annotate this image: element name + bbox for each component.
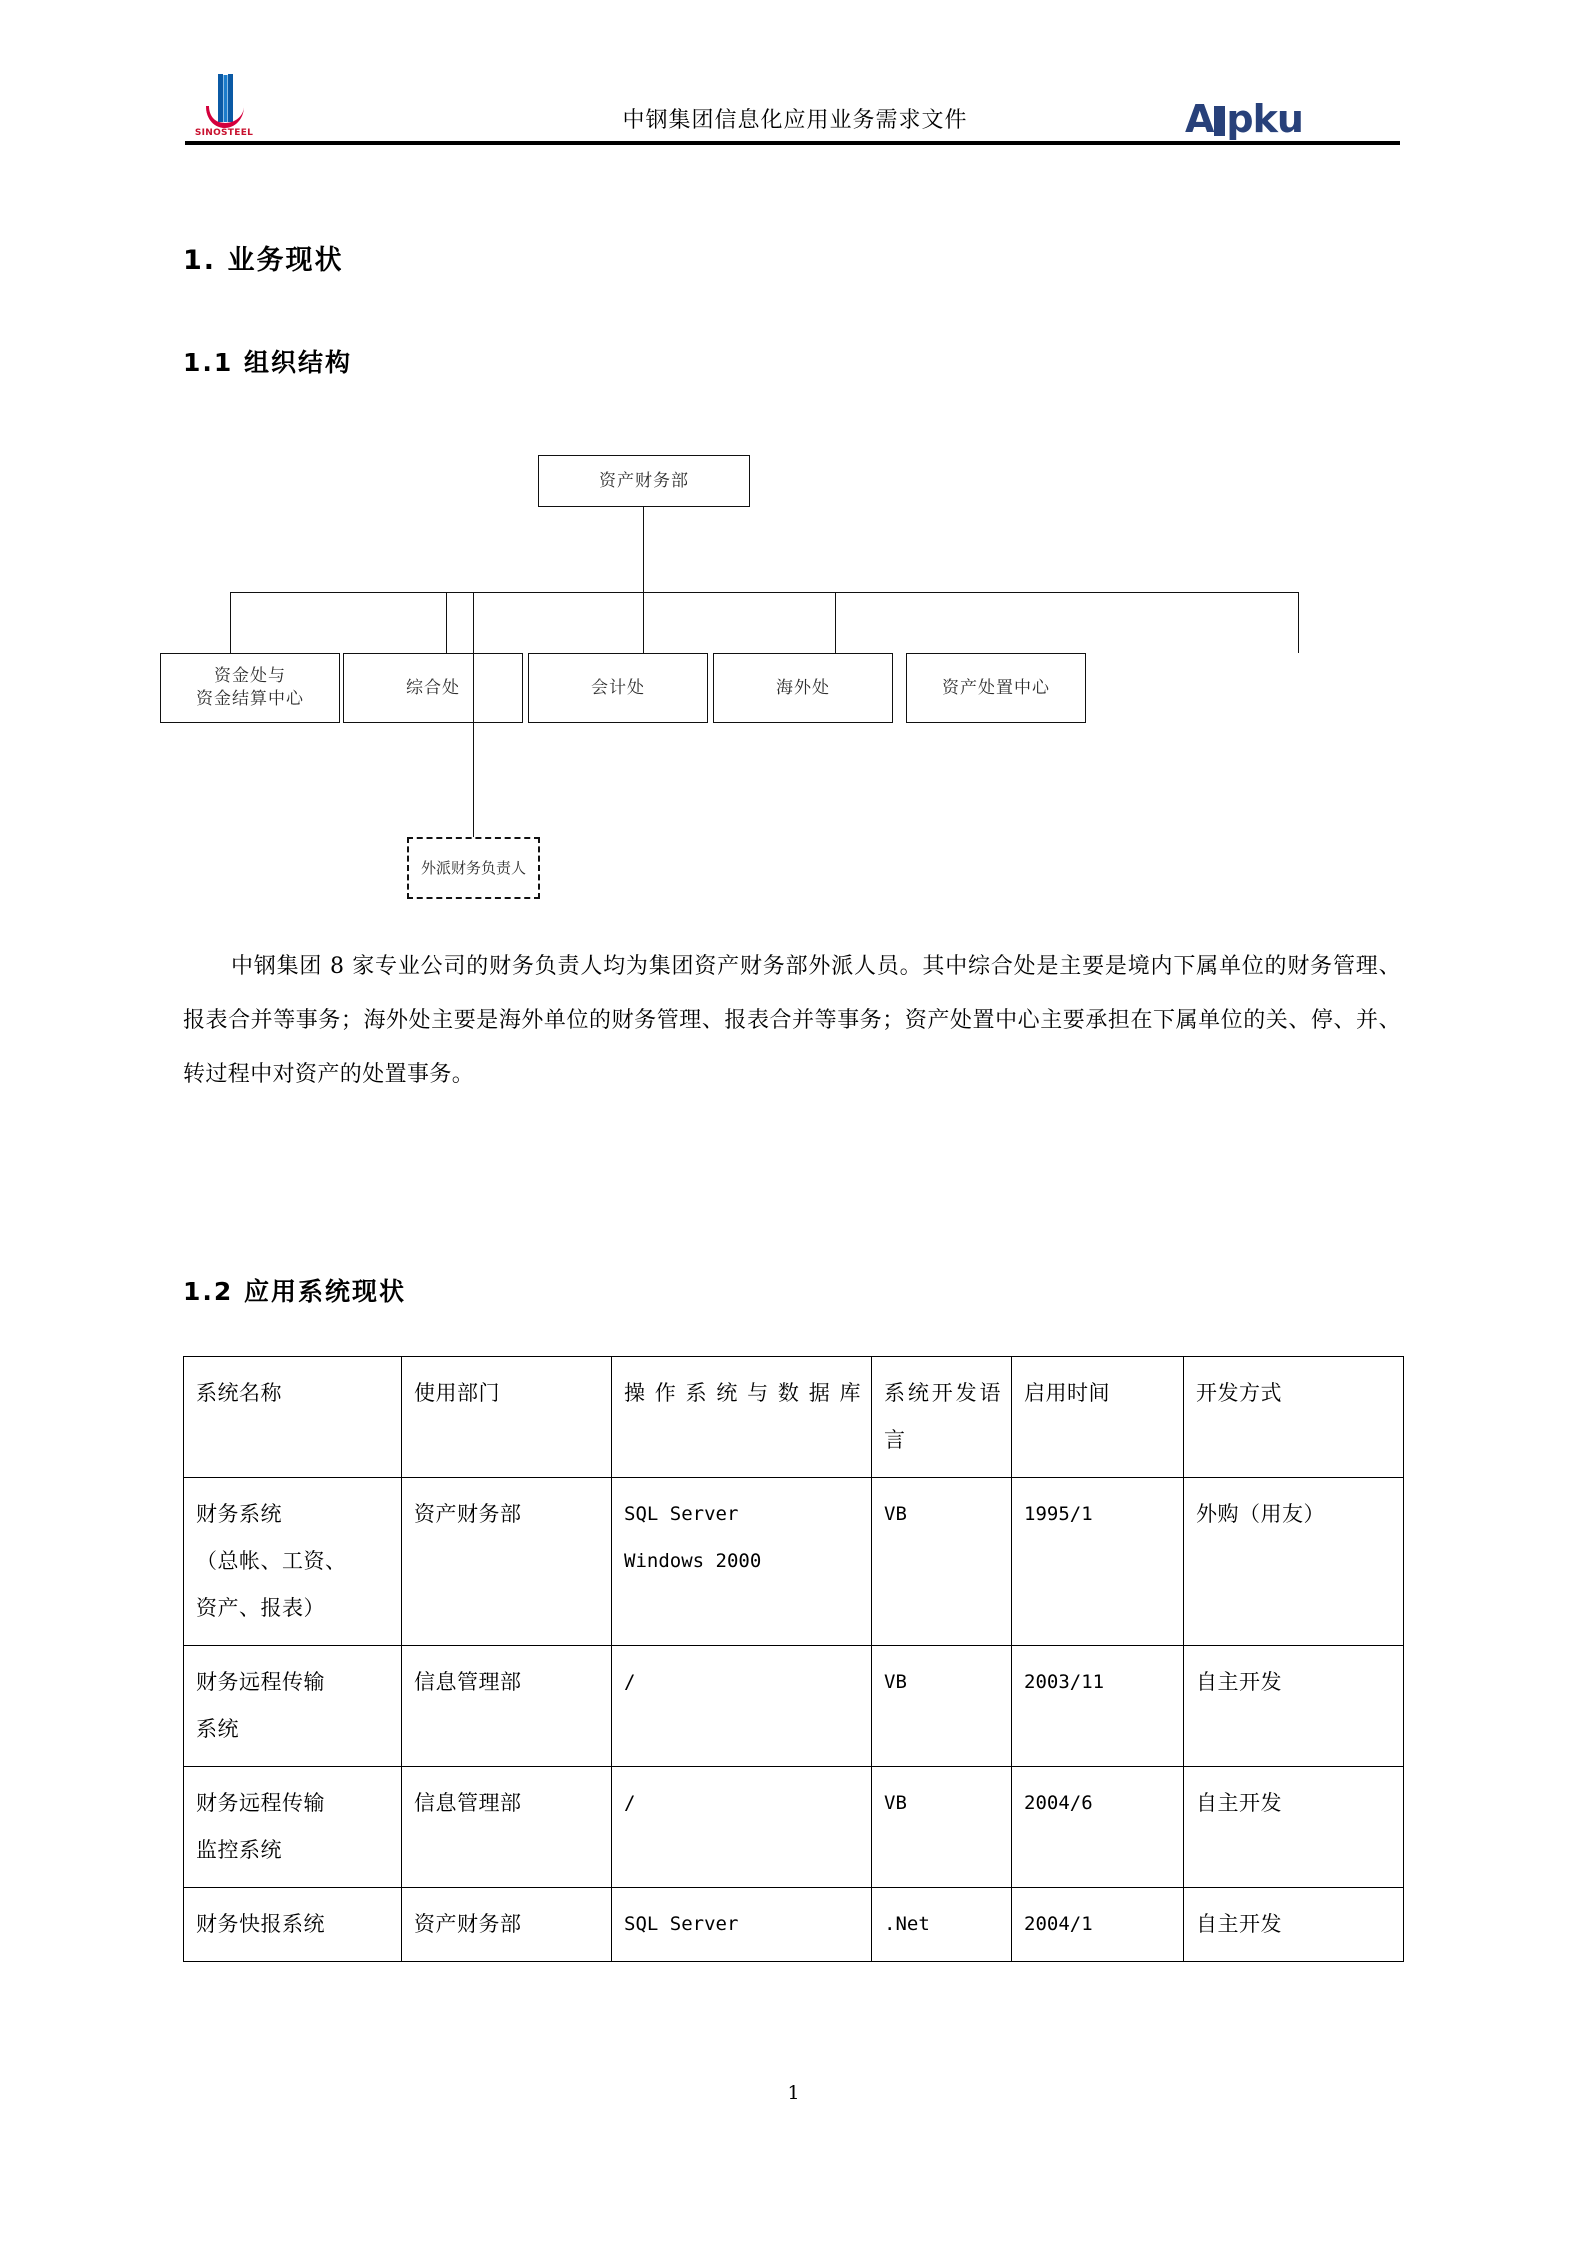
cell-os-database: [612, 1478, 872, 1646]
table-row: [184, 1478, 1404, 1646]
org-connector-drop-3: [643, 592, 644, 653]
cell-system-name-line2: 监控系统: [196, 1838, 282, 1862]
org-node-child-1-label-line1: 资金处与: [214, 666, 286, 686]
header-rule: [185, 141, 1400, 145]
table-header-language: 系统开发语言: [872, 1357, 1012, 1478]
cell-department: 资产财务部: [402, 1888, 612, 1962]
cell-language: VB: [872, 1767, 1012, 1888]
table-header-row: [184, 1357, 1404, 1478]
page-number: 1: [787, 2082, 800, 2104]
cell-department: 信息管理部: [402, 1646, 612, 1767]
org-node-child-5-label: 资产处置中心: [942, 677, 1050, 698]
cell-start-date: 1995/1: [1012, 1478, 1184, 1646]
body-paragraph: 中钢集团 8 家专业公司的财务负责人均为集团资产财务部外派人员。其中综合处是主要是境内下属单位的财务管理、报表合并等事务；海外处主要是海外单位的财务管理、报表合并等事务；资产处置中心主要承担在下属单位的关、停、并、转过程中对资产的处置事务。: [183, 954, 1401, 1087]
table-header-start-date: 启用时间: [1012, 1357, 1184, 1478]
cell-start-date: 2004/6: [1012, 1767, 1184, 1888]
table-header-department: 使用部门: [402, 1357, 612, 1478]
cell-system-name: 财务快报系统: [184, 1888, 402, 1962]
cell-department: 信息管理部: [402, 1767, 612, 1888]
org-node-child-5: [906, 653, 1086, 723]
org-node-child-1: [160, 653, 340, 723]
table-header-dev-mode: 开发方式: [1184, 1357, 1404, 1478]
page-footer: [0, 2082, 1587, 2104]
org-node-child-3: [528, 653, 708, 723]
sinosteel-logo: [185, 72, 263, 150]
org-chart: [183, 455, 1403, 895]
table-header-system-name: 系统名称: [184, 1357, 402, 1478]
header-title: 中钢集团信息化应用业务需求文件: [622, 108, 968, 133]
org-node-dashed-label: 外派财务负责人: [420, 858, 526, 877]
org-node-child-4-label: 海外处: [776, 677, 830, 698]
cell-os-line1: SQL Server: [624, 1503, 739, 1525]
cell-dev-mode: 外购（用友）: [1184, 1478, 1404, 1646]
org-connector-drop-1: [230, 592, 231, 653]
cell-os-database: /: [612, 1646, 872, 1767]
org-connector-bus: [230, 592, 1298, 593]
section-heading-1: 1. 业务现状: [183, 245, 344, 276]
section-heading-1-2: 1.2 应用系统现状: [183, 1277, 406, 1306]
cell-language: VB: [872, 1478, 1012, 1646]
alpku-wordmark: [1185, 98, 1303, 140]
alpku-bar-icon: [1214, 106, 1225, 136]
org-connector-drop-5: [1298, 592, 1299, 653]
cell-system-name: [184, 1646, 402, 1767]
cell-language: .Net: [872, 1888, 1012, 1962]
cell-system-name: [184, 1478, 402, 1646]
table-header-os-database: 操作系统与数据库: [612, 1357, 872, 1478]
cell-dev-mode: 自主开发: [1184, 1767, 1404, 1888]
org-node-child-3-label: 会计处: [591, 677, 645, 698]
org-node-child-1-label-line2: 资金结算中心: [196, 689, 304, 709]
cell-os-line2: Windows 2000: [624, 1550, 762, 1572]
org-connector-dashed-vertical: [473, 592, 474, 837]
table-row: [184, 1646, 1404, 1767]
table-row: [184, 1888, 1404, 1962]
cell-department: 资产财务部: [402, 1478, 612, 1646]
cell-system-name-line1: 财务系统: [196, 1502, 282, 1526]
cell-start-date: 2003/11: [1012, 1646, 1184, 1767]
sinosteel-wordmark: SINOSTEEL: [194, 128, 254, 138]
cell-system-name: [184, 1767, 402, 1888]
cell-os-database: SQL Server: [612, 1888, 872, 1962]
org-node-dashed-external-finance-lead: [407, 837, 540, 899]
org-connector-drop-4: [835, 592, 836, 653]
cell-language: VB: [872, 1646, 1012, 1767]
org-node-child-4: [713, 653, 893, 723]
cell-dev-mode: 自主开发: [1184, 1646, 1404, 1767]
cell-os-database: /: [612, 1767, 872, 1888]
sinosteel-mark-icon: [185, 72, 263, 132]
org-node-root: [538, 455, 750, 507]
cell-system-name-line1: 财务远程传输: [196, 1670, 325, 1694]
org-node-child-2: [343, 653, 523, 723]
org-connector-root-vertical: [643, 507, 644, 592]
table-row: [184, 1767, 1404, 1888]
application-systems-table: [183, 1356, 1404, 1962]
alpku-letters-pku: pku: [1226, 97, 1303, 141]
alpku-letter-a: A: [1185, 97, 1214, 141]
org-node-root-label: 资产财务部: [599, 470, 689, 491]
org-connector-drop-2: [446, 592, 447, 653]
cell-system-name-line2: 系统: [196, 1717, 239, 1741]
section-heading-1-1: 1.1 组织结构: [183, 348, 352, 377]
cell-system-name-line3: 资产、报表）: [196, 1596, 325, 1620]
org-node-child-2-label: 综合处: [406, 677, 460, 698]
cell-dev-mode: 自主开发: [1184, 1888, 1404, 1962]
cell-start-date: 2004/1: [1012, 1888, 1184, 1962]
cell-system-name-line1: 财务远程传输: [196, 1791, 325, 1815]
cell-system-name-line2: （总帐、工资、: [196, 1549, 347, 1573]
